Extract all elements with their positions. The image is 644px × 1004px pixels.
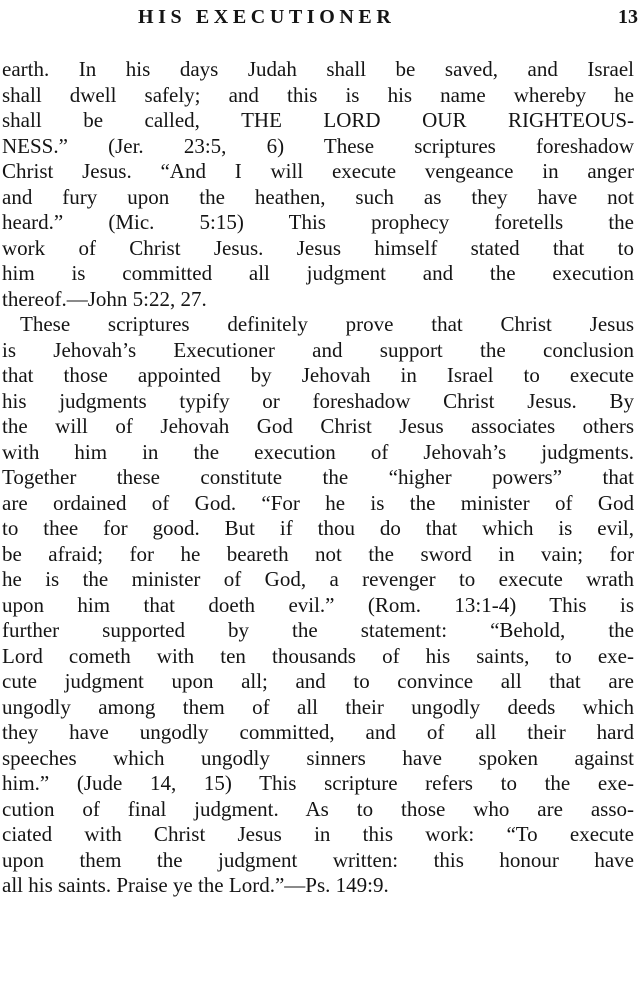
text-line: thereof.—John 5:22, 27.	[2, 286, 207, 311]
text-line: NESS.” (Jer. 23:5, 6) These scriptures foreshadow	[2, 133, 634, 158]
text-line: further supported by the statement: “Behold, the	[2, 618, 634, 642]
text-line: be afraid; for he beareth not the sword in vain; for	[2, 541, 634, 566]
text-line: cute judgment upon all; and to convince all that are	[2, 669, 634, 693]
text-line: is Jehovah’s Executioner and support the conclusion	[2, 337, 634, 362]
text-line: with him in the execution of Jehovah’s judgments.	[2, 439, 634, 464]
paragraph-1	[2, 57, 634, 312]
text-line: Christ Jesus. “And I will execute vengeance in anger	[2, 159, 634, 183]
text-line: ungodly among them of all their ungodly deeds which	[2, 694, 634, 719]
text-line: upon him that doeth evil.” (Rom. 13:1-4) This is	[2, 592, 634, 617]
text-line: ciated with Christ Jesus in this work: “To execute	[2, 822, 634, 846]
text-line: heard.” (Mic. 5:15) This prophecy foretells the	[2, 210, 634, 234]
body-text	[2, 57, 634, 899]
text-line: speeches which ungodly sinners have spoken against	[2, 745, 634, 770]
text-line: to thee for good. But if thou do that which is evil,	[2, 516, 634, 540]
text-line: his judgments typify or foreshadow Christ Jesus. By	[2, 388, 634, 413]
text-line: they have ungodly committed, and of all their hard	[2, 720, 634, 744]
text-line: These scriptures definitely prove that Christ Jesus	[20, 312, 634, 336]
text-line: he is the minister of God, a revenger to execute wrath	[2, 567, 634, 591]
text-line: are ordained of God. “For he is the minister of God	[2, 490, 634, 515]
text-line: work of Christ Jesus. Jesus himself stated that to	[2, 235, 634, 260]
text-line: cution of final judgment. As to those who are asso-	[2, 796, 634, 821]
text-line: Lord cometh with ten thousands of his saints, to exe-	[2, 643, 634, 668]
page-header	[0, 0, 644, 44]
text-line: shall dwell safely; and this is his name whereby he	[2, 82, 634, 107]
text-line: all his saints. Praise ye the Lord.”—Ps. 149:9.	[2, 873, 389, 897]
text-line: and fury upon the heathen, such as they have not	[2, 184, 634, 209]
text-line: him.” (Jude 14, 15) This scripture refers to the exe-	[2, 771, 634, 795]
text-line: earth. In his days Judah shall be saved, and Israel	[2, 57, 634, 81]
text-line: the will of Jehovah God Christ Jesus associates others	[2, 414, 634, 438]
text-line: upon them the judgment written: this honour have	[2, 847, 634, 872]
page-number: 13	[618, 6, 638, 28]
paragraph-2	[2, 312, 634, 899]
text-line: that those appointed by Jehovah in Israel to execute	[2, 363, 634, 387]
text-line: him is committed all judgment and the execution	[2, 261, 634, 285]
text-line: shall be called, THE LORD OUR RIGHTEOUS-	[2, 108, 634, 132]
running-head-title: HIS EXECUTIONER	[138, 6, 396, 28]
text-line: Together these constitute the “higher powers” that	[2, 465, 634, 489]
